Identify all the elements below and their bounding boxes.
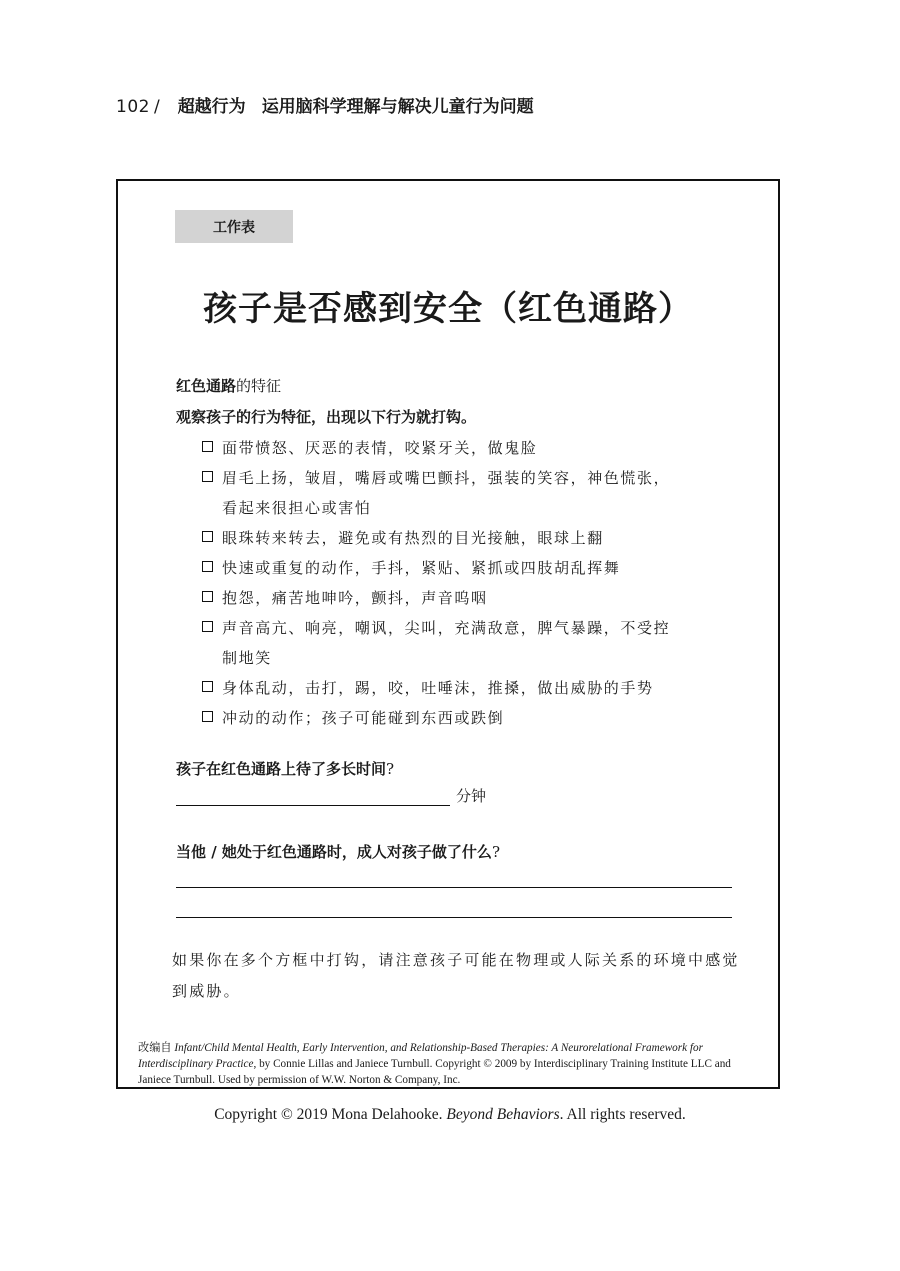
worksheet-title: 孩子是否感到安全（红色通路） <box>203 289 693 329</box>
minutes-blank[interactable] <box>176 785 450 806</box>
checklist-item <box>202 433 732 463</box>
checkbox[interactable] <box>202 471 213 482</box>
page-number: 102 <box>116 97 150 117</box>
worksheet-note: 如果你在多个方框中打钩，请注意孩子可能在物理或人际关系的环境中感觉到威胁。 <box>172 951 740 1000</box>
checkbox[interactable] <box>202 621 213 632</box>
checklist-item <box>202 523 732 553</box>
header-subtitle: 运用脑科学理解与解决儿童行为问题 <box>261 97 534 117</box>
checklist-item-text-cont: 制地笑 <box>222 649 272 667</box>
minutes-unit: 分钟 <box>456 787 487 805</box>
running-head <box>116 92 534 116</box>
checklist-item <box>202 553 732 583</box>
checkbox[interactable] <box>202 561 213 572</box>
checklist-item-text: 抱怨，痛苦地呻吟，颤抖，声音呜咽 <box>222 589 488 607</box>
checklist-item <box>202 673 732 703</box>
source-rest: , by Connie Lillas and Janiece Turnbull. Copyright © 2009 by Interdisciplinary Training Institute LLC and Janiece Turnbull. Used by permission of W.W. Norton & Company, Inc. <box>138 1058 731 1086</box>
checklist-item-text: 眼珠转来转去，避免或有热烈的目光接触，眼球上翻 <box>222 529 604 547</box>
section-label-rest: 的特征 <box>236 377 282 395</box>
duration-question-text: 孩子在红色通路上待了多长时间 <box>176 760 387 778</box>
checklist-item-text: 身体乱动，击打，踢，咬，吐唾沫，推搡，做出威胁的手势 <box>222 679 654 697</box>
answer-line[interactable] <box>176 917 732 918</box>
copyright-suffix: . All rights reserved. <box>559 1106 686 1123</box>
minutes-row <box>176 785 486 806</box>
adult-response-question-text: 当他 / 她处于红色通路时，成人对孩子做了什么 <box>176 843 492 861</box>
duration-question <box>176 758 394 779</box>
checklist-item-text: 面带愤怒、厌恶的表情，咬紧牙关，做鬼脸 <box>222 439 538 457</box>
checklist-item <box>202 703 732 733</box>
checklist-item-text: 声音高亢、响亮，嘲讽，尖叫，充满敌意，脾气暴躁，不受控 <box>222 619 671 637</box>
checklist-item <box>202 613 732 673</box>
checklist-item-text-cont: 看起来很担心或害怕 <box>222 499 372 517</box>
behavior-checklist <box>202 433 732 733</box>
checkbox[interactable] <box>202 441 213 452</box>
checklist-item-text: 眉毛上扬，皱眉，嘴唇或嘴巴颤抖，强装的笑容，神色慌张， <box>222 469 671 487</box>
header-book-title: 超越行为 <box>177 97 246 117</box>
checklist-item-text: 冲动的动作；孩子可能碰到东西或跌倒 <box>222 709 505 727</box>
copyright-prefix: Copyright © 2019 Mona Delahooke. <box>214 1106 443 1123</box>
answer-line[interactable] <box>176 887 732 888</box>
checkbox[interactable] <box>202 591 213 602</box>
section-label-bold: 红色通路 <box>176 377 237 395</box>
checkbox[interactable] <box>202 711 213 722</box>
checkbox[interactable] <box>202 681 213 692</box>
question-mark: ? <box>491 843 500 861</box>
instruction: 观察孩子的行为特征，出现以下行为就打钩。 <box>176 408 477 426</box>
source-prefix: 改编自 <box>138 1042 175 1054</box>
section-label <box>176 375 281 396</box>
adult-response-question <box>176 841 500 862</box>
source-citation <box>138 1040 763 1088</box>
header-separator: / <box>153 97 160 117</box>
checkbox[interactable] <box>202 531 213 542</box>
worksheet-tag: 工作表 <box>175 210 293 243</box>
copyright-line <box>0 1106 900 1124</box>
copyright-book-title: Beyond Behaviors <box>446 1106 560 1123</box>
checklist-item <box>202 463 732 523</box>
question-mark: ? <box>386 760 395 778</box>
checklist-item-text: 快速或重复的动作，手抖，紧贴、紧抓或四肢胡乱挥舞 <box>222 559 621 577</box>
worksheet-frame <box>116 179 780 1089</box>
checklist-item <box>202 583 732 613</box>
source-work-title: Infant/Child Mental Health, Early Intervention, and Relationship-Based Therapies: A Neurorelational Framework for Interdisciplinary Practice <box>138 1042 703 1070</box>
